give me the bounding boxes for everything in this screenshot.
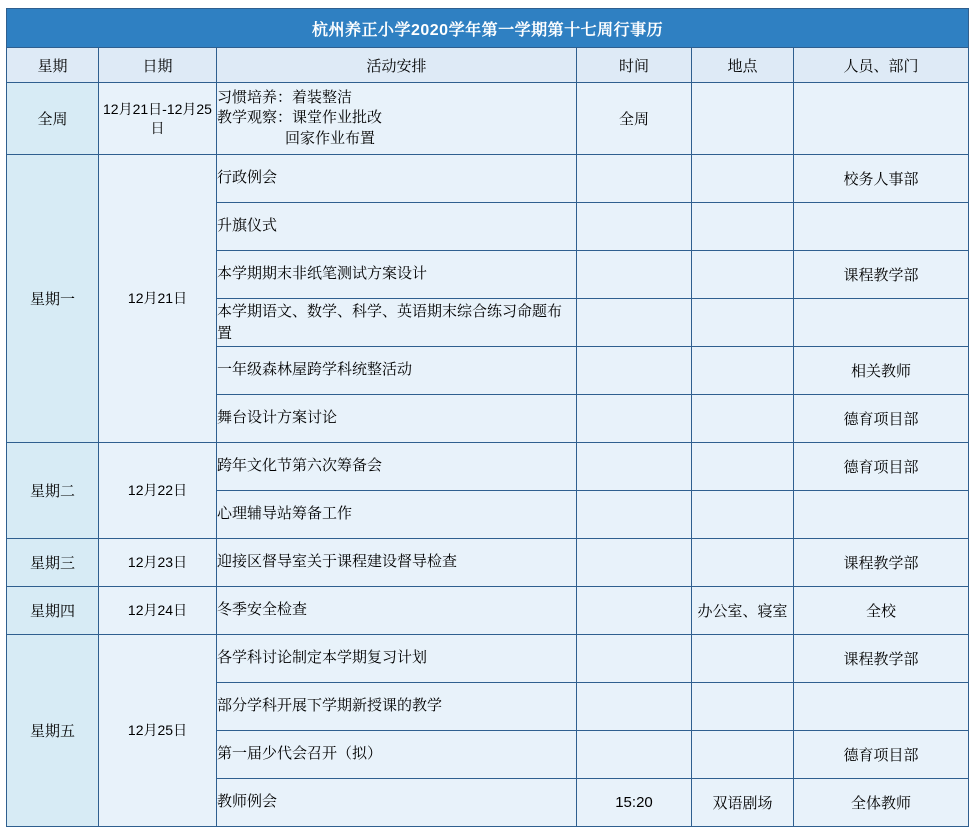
weekday-cell-thursday: 星期四	[7, 587, 99, 635]
people-cell: 相关教师	[794, 347, 969, 395]
activity-cell: 升旗仪式	[217, 203, 577, 251]
date-cell-allweek: 12月21日-12月25日	[99, 83, 217, 155]
table-row	[7, 155, 969, 203]
people-cell	[794, 683, 969, 731]
activity-cell: 跨年文化节第六次筹备会	[217, 443, 577, 491]
weekday-cell-wednesday: 星期三	[7, 539, 99, 587]
place-cell	[692, 155, 794, 203]
place-cell	[692, 443, 794, 491]
weekday-cell-allweek: 全周	[7, 83, 99, 155]
activity-cell: 部分学科开展下学期新授课的教学	[217, 683, 577, 731]
time-cell	[577, 203, 692, 251]
date-cell-monday: 12月21日	[99, 155, 217, 443]
people-cell: 课程教学部	[794, 635, 969, 683]
table-row	[7, 587, 969, 635]
time-cell	[577, 491, 692, 539]
people-cell: 德育项目部	[794, 395, 969, 443]
date-cell-tuesday: 12月22日	[99, 443, 217, 539]
place-cell	[692, 347, 794, 395]
place-cell	[692, 395, 794, 443]
activity-cell: 舞台设计方案讨论	[217, 395, 577, 443]
activity-cell: 迎接区督导室关于课程建设督导检查	[217, 539, 577, 587]
place-cell	[692, 299, 794, 347]
column-header-activity: 活动安排	[217, 48, 577, 83]
people-cell: 课程教学部	[794, 539, 969, 587]
activity-line: 回家作业布置	[285, 129, 376, 147]
place-cell	[692, 683, 794, 731]
people-cell-allweek	[794, 83, 969, 155]
time-cell	[577, 731, 692, 779]
people-cell: 全校	[794, 587, 969, 635]
place-cell-allweek	[692, 83, 794, 155]
time-cell	[577, 395, 692, 443]
date-cell-wednesday: 12月23日	[99, 539, 217, 587]
weekly-schedule-table	[6, 8, 969, 827]
time-cell-allweek: 全周	[577, 83, 692, 155]
table-header-row	[7, 48, 969, 83]
activity-cell: 冬季安全检查	[217, 587, 577, 635]
date-cell-thursday: 12月24日	[99, 587, 217, 635]
time-cell	[577, 443, 692, 491]
place-cell	[692, 539, 794, 587]
activity-line: 习惯培养：着装整洁	[217, 89, 353, 107]
activity-cell: 教师例会	[217, 779, 577, 827]
weekday-cell-monday: 星期一	[7, 155, 99, 443]
table-row	[7, 83, 969, 155]
people-cell: 课程教学部	[794, 251, 969, 299]
activity-cell: 一年级森林屋跨学科统整活动	[217, 347, 577, 395]
activity-cell: 各学科讨论制定本学期复习计划	[217, 635, 577, 683]
document-title: 杭州养正小学2020学年第一学期第十七周行事历	[7, 9, 969, 48]
time-cell	[577, 155, 692, 203]
time-cell	[577, 347, 692, 395]
place-cell	[692, 635, 794, 683]
place-cell	[692, 731, 794, 779]
table-row	[7, 635, 969, 683]
place-cell	[692, 491, 794, 539]
activity-cell-allweek	[217, 83, 577, 155]
time-cell	[577, 299, 692, 347]
column-header-weekday: 星期	[7, 48, 99, 83]
date-cell-friday: 12月25日	[99, 635, 217, 827]
activity-cell: 本学期语文、数学、科学、英语期末综合练习命题布置	[217, 299, 577, 347]
time-cell	[577, 683, 692, 731]
time-cell	[577, 251, 692, 299]
people-cell	[794, 203, 969, 251]
column-header-time: 时间	[577, 48, 692, 83]
time-cell: 15:20	[577, 779, 692, 827]
people-cell: 德育项目部	[794, 443, 969, 491]
place-cell	[692, 251, 794, 299]
activity-cell: 本学期期末非纸笔测试方案设计	[217, 251, 577, 299]
people-cell	[794, 491, 969, 539]
people-cell: 全体教师	[794, 779, 969, 827]
column-header-date: 日期	[99, 48, 217, 83]
activity-line: 教学观察：课堂作业批改	[217, 109, 383, 127]
time-cell	[577, 635, 692, 683]
weekday-cell-tuesday: 星期二	[7, 443, 99, 539]
people-cell: 德育项目部	[794, 731, 969, 779]
place-cell	[692, 203, 794, 251]
table-title-row	[7, 9, 969, 48]
people-cell: 校务人事部	[794, 155, 969, 203]
people-cell	[794, 299, 969, 347]
time-cell	[577, 539, 692, 587]
time-cell	[577, 587, 692, 635]
activity-cell: 心理辅导站筹备工作	[217, 491, 577, 539]
activity-cell: 行政例会	[217, 155, 577, 203]
place-cell: 双语剧场	[692, 779, 794, 827]
place-cell: 办公室、寝室	[692, 587, 794, 635]
table-row	[7, 443, 969, 491]
activity-cell: 第一届少代会召开（拟）	[217, 731, 577, 779]
column-header-place: 地点	[692, 48, 794, 83]
column-header-people: 人员、部门	[794, 48, 969, 83]
table-row	[7, 539, 969, 587]
weekday-cell-friday: 星期五	[7, 635, 99, 827]
